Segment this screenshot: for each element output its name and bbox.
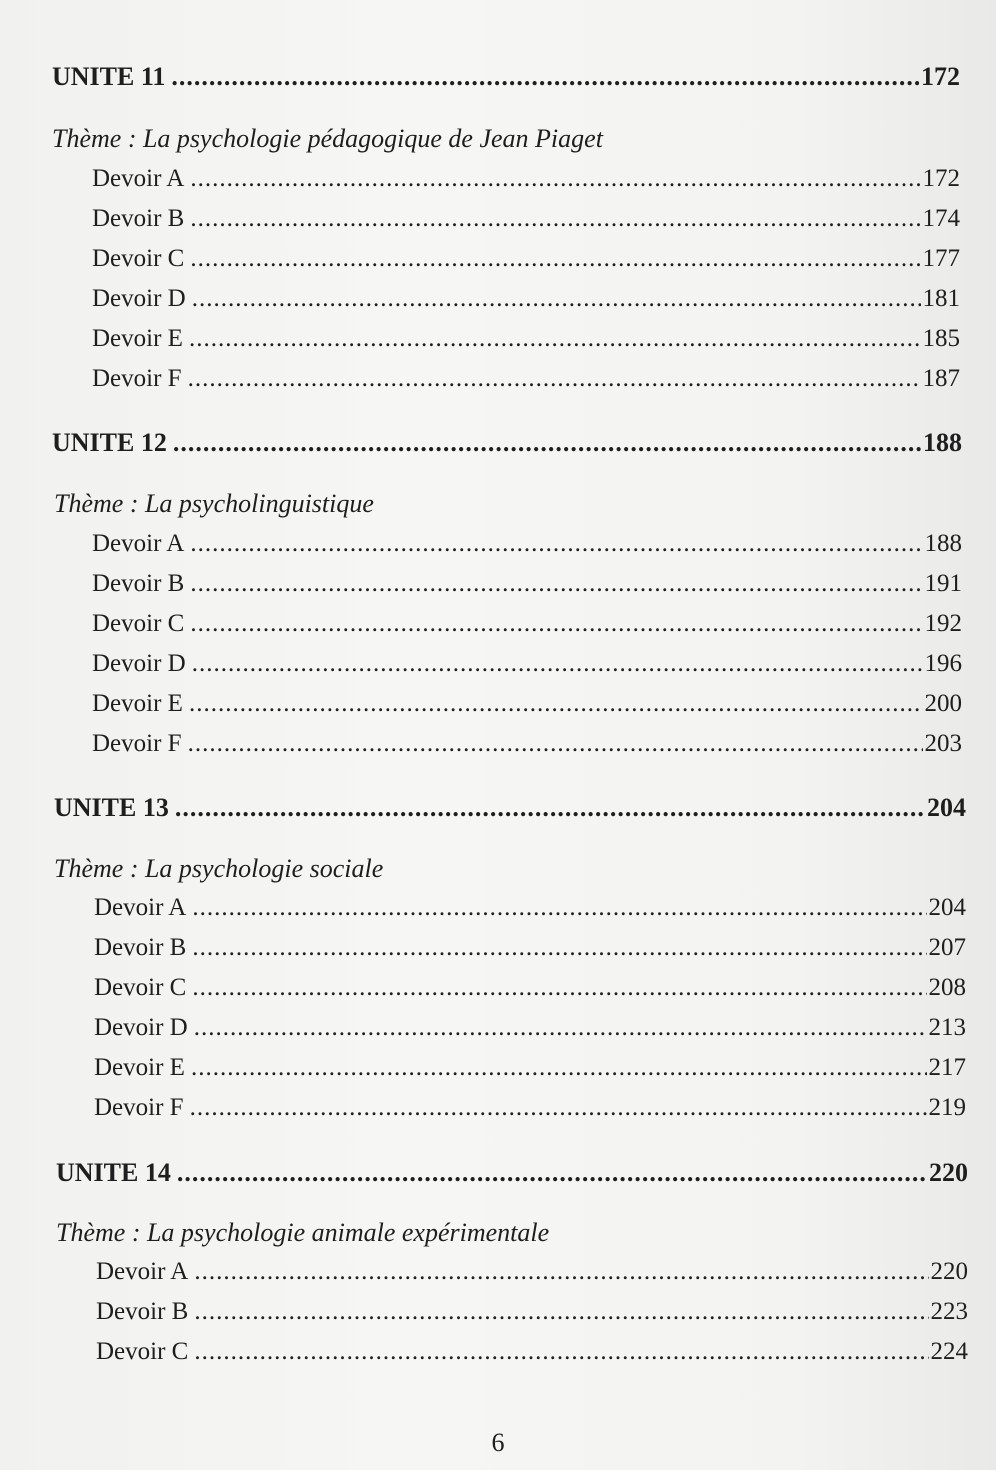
unit-title: UNITE 14 bbox=[56, 1158, 171, 1187]
dot-leader bbox=[194, 1258, 928, 1286]
unit-theme: Thème : La psychologie animale expérimentale bbox=[56, 1218, 550, 1247]
dot-leader bbox=[190, 165, 920, 193]
devoir-entry bbox=[96, 1338, 968, 1366]
devoir-entry bbox=[92, 610, 962, 638]
dot-leader bbox=[190, 570, 922, 598]
devoir-label: Devoir B bbox=[92, 205, 185, 232]
unit-heading bbox=[56, 1158, 968, 1188]
devoir-page-number: 223 bbox=[930, 1298, 968, 1325]
unit-page-number: 220 bbox=[929, 1158, 968, 1187]
devoir-label: Devoir E bbox=[92, 325, 183, 352]
devoir-label: Devoir B bbox=[92, 570, 185, 597]
dot-leader bbox=[192, 285, 921, 313]
dot-leader bbox=[194, 1338, 928, 1366]
devoir-entry bbox=[94, 1094, 966, 1122]
devoir-page-number: 181 bbox=[922, 285, 960, 312]
devoir-label: Devoir C bbox=[94, 974, 187, 1001]
devoir-entry bbox=[92, 570, 962, 598]
devoir-page-number: 187 bbox=[922, 365, 960, 392]
devoir-entry bbox=[92, 245, 960, 273]
unit-page-number: 188 bbox=[923, 428, 962, 457]
devoir-page-number: 219 bbox=[928, 1094, 966, 1121]
dot-leader bbox=[194, 1014, 927, 1042]
dot-leader bbox=[189, 690, 923, 718]
devoir-label: Devoir A bbox=[92, 530, 185, 557]
devoir-label: Devoir B bbox=[96, 1298, 189, 1325]
dot-leader bbox=[175, 793, 925, 823]
devoir-entry bbox=[94, 1054, 966, 1082]
devoir-page-number: 213 bbox=[928, 1014, 966, 1041]
dot-leader bbox=[190, 1094, 927, 1122]
devoir-page-number: 224 bbox=[930, 1338, 968, 1365]
devoir-page-number: 208 bbox=[928, 974, 966, 1001]
unit-theme: Thème : La psycholinguistique bbox=[54, 489, 374, 518]
dot-leader bbox=[192, 934, 926, 962]
unit-page-number: 204 bbox=[927, 793, 966, 822]
dot-leader bbox=[190, 610, 922, 638]
devoir-label: Devoir A bbox=[94, 894, 187, 921]
devoir-entry bbox=[94, 1014, 966, 1042]
devoir-page-number: 220 bbox=[930, 1258, 968, 1285]
dot-leader bbox=[192, 894, 926, 922]
devoir-label: Devoir F bbox=[92, 730, 182, 757]
devoir-label: Devoir F bbox=[92, 365, 182, 392]
devoir-label: Devoir C bbox=[96, 1338, 189, 1365]
devoir-entry bbox=[96, 1298, 968, 1326]
devoir-page-number: 203 bbox=[924, 730, 962, 757]
devoir-entry bbox=[92, 650, 962, 678]
unit-title: UNITE 11 bbox=[52, 62, 166, 91]
devoir-entry bbox=[94, 934, 966, 962]
devoir-page-number: 191 bbox=[924, 570, 962, 597]
devoir-entry bbox=[96, 1258, 968, 1286]
dot-leader bbox=[173, 428, 921, 458]
devoir-entry bbox=[92, 690, 962, 718]
dot-leader bbox=[177, 1158, 927, 1188]
devoir-label: Devoir A bbox=[96, 1258, 189, 1285]
dot-leader bbox=[194, 1298, 928, 1326]
devoir-entry bbox=[92, 165, 960, 193]
dot-leader bbox=[189, 325, 921, 353]
dot-leader bbox=[192, 974, 926, 1002]
devoir-entry bbox=[92, 285, 960, 313]
unit-theme: Thème : La psychologie pédagogique de Jean Piaget bbox=[52, 124, 603, 153]
devoir-page-number: 172 bbox=[922, 165, 960, 192]
devoir-label: Devoir C bbox=[92, 245, 185, 272]
dot-leader bbox=[188, 365, 921, 393]
devoir-label: Devoir E bbox=[92, 690, 183, 717]
devoir-label: Devoir A bbox=[92, 165, 185, 192]
devoir-entry bbox=[94, 894, 966, 922]
devoir-label: Devoir F bbox=[94, 1094, 184, 1121]
devoir-entry bbox=[94, 974, 966, 1002]
dot-leader bbox=[190, 530, 922, 558]
dot-leader bbox=[190, 205, 920, 233]
devoir-label: Devoir B bbox=[94, 934, 187, 961]
devoir-page-number: 174 bbox=[922, 205, 960, 232]
unit-page-number: 172 bbox=[921, 62, 960, 91]
devoir-page-number: 188 bbox=[924, 530, 962, 557]
dot-leader bbox=[171, 62, 919, 92]
devoir-entry bbox=[92, 205, 960, 233]
devoir-entry bbox=[92, 325, 960, 353]
unit-heading bbox=[52, 428, 962, 458]
devoir-page-number: 207 bbox=[928, 934, 966, 961]
unit-theme: Thème : La psychologie sociale bbox=[54, 854, 384, 883]
devoir-entry bbox=[92, 730, 962, 758]
devoir-page-number: 177 bbox=[922, 245, 960, 272]
devoir-page-number: 185 bbox=[922, 325, 960, 352]
devoir-entry bbox=[92, 530, 962, 558]
dot-leader bbox=[190, 245, 920, 273]
unit-title: UNITE 13 bbox=[54, 793, 169, 822]
page-number: 6 bbox=[491, 1428, 505, 1457]
devoir-label: Devoir E bbox=[94, 1054, 185, 1081]
devoir-label: Devoir D bbox=[92, 285, 186, 312]
dot-leader bbox=[188, 730, 923, 758]
dot-leader bbox=[192, 650, 923, 678]
devoir-page-number: 204 bbox=[928, 894, 966, 921]
devoir-label: Devoir D bbox=[92, 650, 186, 677]
devoir-page-number: 196 bbox=[924, 650, 962, 677]
devoir-page-number: 200 bbox=[924, 690, 962, 717]
unit-title: UNITE 12 bbox=[52, 428, 167, 457]
devoir-page-number: 192 bbox=[924, 610, 962, 637]
devoir-page-number: 217 bbox=[928, 1054, 966, 1081]
devoir-label: Devoir C bbox=[92, 610, 185, 637]
devoir-label: Devoir D bbox=[94, 1014, 188, 1041]
dot-leader bbox=[191, 1054, 927, 1082]
unit-heading bbox=[54, 793, 966, 823]
unit-heading bbox=[52, 62, 960, 92]
devoir-entry bbox=[92, 365, 960, 393]
